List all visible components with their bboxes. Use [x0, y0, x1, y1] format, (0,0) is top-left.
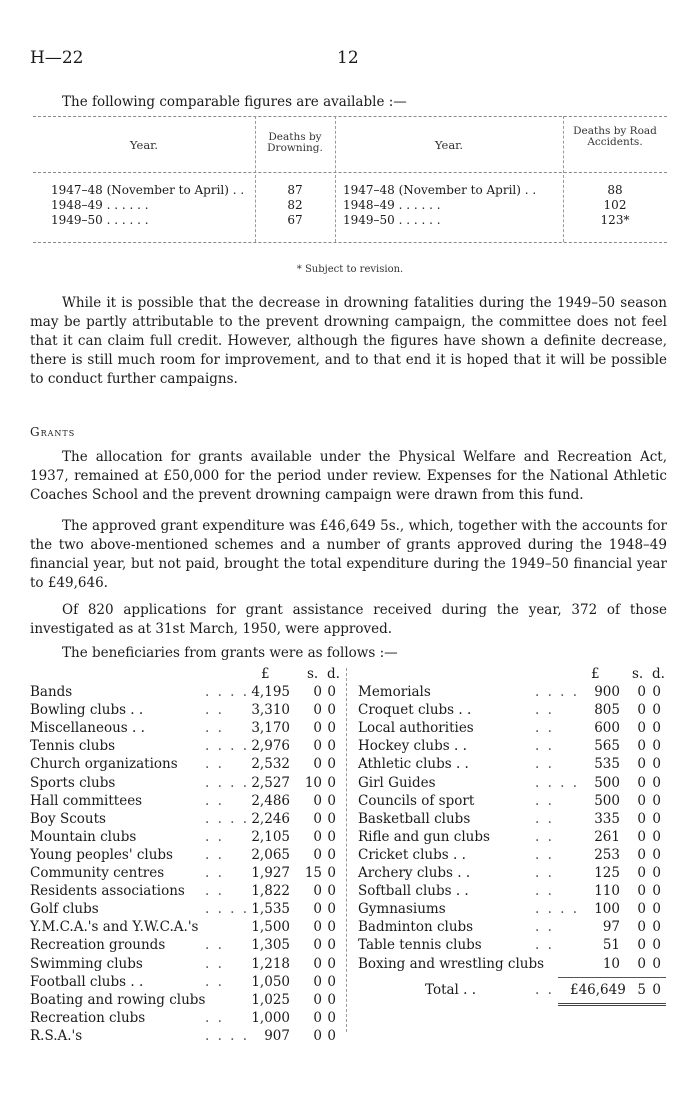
- amount-pence: 0: [652, 828, 661, 845]
- table-footnote: * Subject to revision.: [296, 264, 404, 275]
- amount-pounds: 2,486: [251, 792, 290, 809]
- amount-pounds: 51: [602, 937, 620, 954]
- paragraph-text: The beneficiaries from grants were as follows :—: [62, 645, 398, 661]
- currency-header-pence: d.: [652, 666, 665, 682]
- amount-pounds: 2,976: [251, 738, 290, 755]
- paragraph-text: While it is possible that the decrease in drowning fatalities during the 1949–50 season may be partly attributable to the prevent drowning campaign, the committee does not feel that it can claim full credit. However, although the figures have shown a definite decrease, there is still much room for improvement, and to that end it is hoped that it will be possible to conduct further campaigns.: [30, 295, 667, 387]
- leader-dots: . . . .: [205, 684, 250, 700]
- amount-shillings: 0: [313, 937, 322, 954]
- beneficiary-name: Girl Guides: [358, 774, 436, 791]
- amount-pence: 0: [327, 810, 336, 827]
- leader-dots: . .: [535, 702, 554, 719]
- leader-dots: . .: [205, 720, 224, 737]
- leader-dots: . .: [535, 792, 554, 809]
- amount-shillings: 0: [313, 1009, 322, 1026]
- leader-dots: . .: [535, 865, 554, 881]
- beneficiary-name: Councils of sport: [358, 792, 475, 809]
- amount-pounds: 335: [594, 810, 620, 827]
- amount-shillings: 0: [313, 702, 322, 719]
- amount-pence: 0: [327, 846, 336, 863]
- beneficiary-row: [30, 918, 670, 937]
- amount-pounds: 2,527: [251, 774, 290, 791]
- beneficiary-name: Gymnasiums: [358, 901, 446, 918]
- amount-pence: 0: [327, 973, 336, 990]
- amount-pence: 0: [327, 991, 336, 1008]
- leader-dots: . .: [205, 865, 224, 881]
- amount-pence: 0: [652, 901, 661, 918]
- amount-shillings: 0: [313, 973, 322, 990]
- leader-dots: . .: [535, 756, 554, 773]
- amount-pounds: 900: [594, 684, 620, 700]
- amount-pounds: 10: [602, 955, 620, 972]
- total-pounds: £46,649: [570, 981, 626, 998]
- amount-pence: 0: [327, 865, 336, 881]
- beneficiary-name: Recreation grounds: [30, 937, 166, 954]
- amount-pounds: 1,050: [251, 973, 290, 990]
- amount-pence: 0: [327, 901, 336, 918]
- total-rule: [558, 977, 666, 978]
- amount-pence: 0: [652, 919, 661, 936]
- beneficiary-row: [30, 810, 670, 829]
- amount-pounds: 1,500: [251, 919, 290, 936]
- amount-pounds: 2,065: [251, 846, 290, 863]
- currency-header-shillings: s.: [307, 666, 319, 682]
- leader-dots: . .: [535, 937, 554, 954]
- amount-pounds: 3,170: [251, 720, 290, 737]
- page-number: 12: [337, 48, 359, 68]
- paragraph-text: Of 820 applications for grant assistance received during the year, 372 of those investigated as at 31st March, 1950, were approved.: [30, 602, 667, 637]
- amount-pounds: 500: [594, 774, 620, 791]
- table-bottom-rule: [33, 242, 667, 243]
- amount-shillings: 0: [313, 846, 322, 863]
- comparison-table: [33, 116, 667, 256]
- amount-pence: 0: [327, 792, 336, 809]
- leader-dots: . .: [205, 883, 224, 900]
- table-cell-drowning: 67: [287, 213, 303, 227]
- amount-pence: 0: [327, 955, 336, 972]
- amount-pence: 0: [327, 937, 336, 954]
- amount-pence: 0: [327, 828, 336, 845]
- beneficiary-name: Community centres: [30, 865, 165, 881]
- comparison-intro: The following comparable figures are available :—: [62, 94, 407, 110]
- amount-pence: 0: [327, 702, 336, 719]
- amount-shillings: 0: [637, 955, 646, 972]
- beneficiary-row: [30, 1009, 670, 1028]
- amount-shillings: 0: [637, 702, 646, 719]
- amount-shillings: 0: [637, 810, 646, 827]
- beneficiary-row: [30, 936, 670, 955]
- beneficiary-name: Golf clubs: [30, 901, 99, 918]
- beneficiary-name: Sports clubs: [30, 774, 116, 791]
- amount-pence: 0: [652, 846, 661, 863]
- beneficiary-row: [30, 900, 670, 919]
- amount-shillings: 0: [313, 828, 322, 845]
- amount-shillings: 0: [637, 828, 646, 845]
- beneficiary-name: Table tennis clubs: [358, 937, 482, 954]
- amount-pounds: 535: [594, 756, 620, 773]
- amount-shillings: 15: [304, 865, 322, 881]
- currency-header-shillings: s.: [632, 666, 644, 682]
- beneficiary-row: [30, 828, 670, 847]
- amount-shillings: 0: [313, 720, 322, 737]
- paragraph-text: The allocation for grants available under the Physical Welfare and Recreation Act, 1937, remained at £50,000 for the period under review. Expenses for the National Athletic Coaches School and the prevent drowning campaign were drawn from this fund.: [30, 449, 667, 503]
- amount-pence: 0: [327, 883, 336, 900]
- beneficiary-name: Football clubs . .: [30, 973, 144, 990]
- amount-pence: 0: [652, 720, 661, 737]
- leader-dots: . . . .: [205, 738, 250, 755]
- amount-pence: 0: [652, 937, 661, 954]
- leader-dots: . .: [535, 883, 554, 900]
- amount-shillings: 0: [637, 901, 646, 918]
- grants-paragraph: [30, 517, 667, 593]
- amount-pence: 0: [652, 738, 661, 755]
- beneficiary-name: Athletic clubs . .: [358, 756, 469, 773]
- beneficiary-name: Boxing and wrestling clubs: [358, 955, 545, 972]
- table-cell-road: 123*: [600, 213, 630, 227]
- amount-pounds: 1,535: [251, 901, 290, 918]
- amount-shillings: 0: [637, 738, 646, 755]
- amount-pounds: 125: [594, 865, 620, 881]
- beneficiary-row: [30, 882, 670, 901]
- amount-pounds: 253: [594, 846, 620, 863]
- table-top-rule: [33, 116, 667, 117]
- amount-shillings: 0: [637, 792, 646, 809]
- amount-pence: 0: [652, 792, 661, 809]
- amount-shillings: 0: [637, 720, 646, 737]
- amount-shillings: 0: [313, 991, 322, 1008]
- amount-pence: 0: [652, 810, 661, 827]
- leader-dots: . .: [205, 973, 224, 990]
- leader-dots: . .: [205, 846, 224, 863]
- currency-header-pounds: £: [591, 666, 600, 682]
- beneficiary-row: [30, 792, 670, 811]
- beneficiary-name: Swimming clubs: [30, 955, 143, 972]
- amount-pence: 0: [652, 955, 661, 972]
- leader-dots: . .: [205, 702, 224, 719]
- amount-shillings: 0: [313, 792, 322, 809]
- beneficiary-name: Badminton clubs: [358, 919, 474, 936]
- amount-pence: 0: [327, 684, 336, 700]
- amount-pence: 0: [327, 720, 336, 737]
- amount-pounds: 1,000: [251, 1009, 290, 1026]
- amount-pounds: 1,218: [251, 955, 290, 972]
- beneficiary-name: Croquet clubs . .: [358, 702, 472, 719]
- amount-pounds: 3,310: [251, 702, 290, 719]
- table-cell-year: 1948–49 . . . . . .: [343, 198, 441, 212]
- leader-dots: . .: [535, 810, 554, 827]
- amount-pounds: 2,105: [251, 828, 290, 845]
- amount-pounds: 1,927: [251, 865, 290, 881]
- total-label: Total . .: [425, 981, 477, 998]
- amount-pounds: 500: [594, 792, 620, 809]
- amount-pounds: 1,025: [251, 991, 290, 1008]
- table-cell-year: 1949–50 . . . . . .: [51, 213, 149, 227]
- amount-pence: 0: [652, 865, 661, 881]
- amount-pence: 0: [652, 883, 661, 900]
- amount-pounds: 805: [594, 702, 620, 719]
- amount-shillings: 0: [637, 684, 646, 700]
- leader-dots: . . . .: [205, 901, 250, 918]
- amount-pounds: 97: [602, 919, 620, 936]
- amount-shillings: 0: [313, 919, 322, 936]
- grants-paragraph: [30, 644, 667, 663]
- amount-pounds: 565: [594, 738, 620, 755]
- amount-pence: 0: [327, 774, 336, 791]
- amount-shillings: 0: [313, 756, 322, 773]
- section-heading-grants: Grants: [30, 425, 76, 439]
- amount-shillings: 0: [637, 774, 646, 791]
- amount-shillings: 0: [313, 901, 322, 918]
- amount-pence: 0: [652, 774, 661, 791]
- beneficiary-row: [30, 755, 670, 774]
- currency-header-pounds: £: [261, 666, 270, 682]
- table-cell-road: 102: [603, 198, 627, 212]
- beneficiary-name: Miscellaneous . .: [30, 720, 145, 737]
- table-column-divider: [335, 116, 336, 242]
- beneficiary-name: Rifle and gun clubs: [358, 828, 490, 845]
- paragraph-text: The approved grant expenditure was £46,649 5s., which, together with the accounts for the two above-mentioned schemes and a number of grants approved during the 1948–49 financial year, but not paid, brought the total expenditure during the 1949–50 financial year to £49,646.: [30, 518, 667, 591]
- leader-dots: . .: [205, 955, 224, 972]
- total-shillings: 5: [637, 981, 646, 998]
- leader-dots: . .: [205, 828, 224, 845]
- beneficiaries-table: [30, 666, 670, 1046]
- amount-pounds: 907: [264, 1027, 290, 1044]
- leader-dots: . . . .: [535, 774, 580, 791]
- amount-pence: 0: [327, 738, 336, 755]
- beneficiary-name: Y.M.C.A.'s and Y.W.C.A.'s: [30, 919, 199, 936]
- beneficiary-row: [30, 846, 670, 865]
- amount-pence: 0: [327, 756, 336, 773]
- table-header-year: Year.: [434, 138, 464, 152]
- amount-pounds: 2,532: [251, 756, 290, 773]
- amount-shillings: 0: [313, 684, 322, 700]
- beneficiary-name: Bowling clubs . .: [30, 702, 144, 719]
- amount-pounds: 1,305: [251, 937, 290, 954]
- amount-shillings: 0: [313, 1027, 322, 1044]
- amount-pounds: 2,246: [251, 810, 290, 827]
- beneficiary-name: Memorials: [358, 684, 431, 700]
- table-header-road-accidents: Deaths by Road Accidents.: [573, 125, 657, 148]
- beneficiary-name: Church organizations: [30, 756, 178, 773]
- amount-shillings: 0: [313, 883, 322, 900]
- beneficiary-name: Residents associations: [30, 883, 185, 900]
- leader-dots: . . . .: [205, 810, 250, 827]
- amount-pence: 0: [327, 1027, 336, 1044]
- amount-pounds: 1,822: [251, 883, 290, 900]
- beneficiary-name: Recreation clubs: [30, 1009, 146, 1026]
- beneficiary-name: Softball clubs . .: [358, 883, 469, 900]
- leader-dots: . .: [205, 756, 224, 773]
- table-header-rule: [33, 172, 667, 173]
- grants-paragraph: [30, 448, 667, 505]
- table-cell-year: 1948–49 . . . . . .: [51, 198, 149, 212]
- currency-header-pence: d.: [327, 666, 340, 682]
- table-cell-year: 1947–48 (November to April) . .: [51, 183, 245, 197]
- beneficiary-name: Hall committees: [30, 792, 143, 809]
- beneficiary-name: Mountain clubs: [30, 828, 137, 845]
- amount-shillings: 0: [313, 955, 322, 972]
- table-cell-year: 1949–50 . . . . . .: [343, 213, 441, 227]
- table-cell-year: 1947–48 (November to April) . .: [343, 183, 537, 197]
- beneficiary-row: [30, 955, 670, 974]
- beneficiary-name: Basketball clubs: [358, 810, 471, 827]
- amount-shillings: 0: [313, 810, 322, 827]
- beneficiary-name: Boating and rowing clubs: [30, 991, 206, 1008]
- amount-pence: 0: [652, 684, 661, 700]
- beneficiary-row: [30, 737, 670, 756]
- leader-dots: . .: [535, 919, 554, 936]
- beneficiary-name: Hockey clubs . .: [358, 738, 467, 755]
- table-cell-road: 88: [607, 183, 623, 197]
- leader-dots: . .: [205, 1009, 224, 1026]
- grants-paragraph: [30, 601, 667, 639]
- amount-pence: 0: [327, 919, 336, 936]
- drowning-paragraph: [30, 294, 667, 389]
- beneficiary-name: R.S.A.'s: [30, 1027, 83, 1044]
- leader-dots: . .: [535, 720, 554, 737]
- table-cell-drowning: 82: [287, 198, 303, 212]
- beneficiary-name: Archery clubs . .: [358, 865, 471, 881]
- amount-pounds: 261: [594, 828, 620, 845]
- amount-shillings: 10: [304, 774, 322, 791]
- table-header-drowning: Deaths by Drowning.: [267, 131, 323, 154]
- total-double-rule: [558, 1003, 666, 1006]
- beneficiary-name: Bands: [30, 684, 73, 700]
- table-cell-drowning: 87: [287, 183, 303, 197]
- beneficiary-name: Cricket clubs . .: [358, 846, 466, 863]
- beneficiary-row: [30, 1027, 670, 1046]
- beneficiary-row: [30, 774, 670, 793]
- amount-pence: 0: [652, 756, 661, 773]
- amount-pounds: 600: [594, 720, 620, 737]
- amount-shillings: 0: [637, 865, 646, 881]
- leader-dots: . .: [535, 846, 554, 863]
- amount-pence: 0: [652, 702, 661, 719]
- leader-dots: . .: [205, 792, 224, 809]
- amount-shillings: 0: [313, 738, 322, 755]
- beneficiary-row: [30, 683, 670, 702]
- beneficiary-row: [30, 719, 670, 738]
- amount-shillings: 0: [637, 846, 646, 863]
- document-reference: H—22: [30, 48, 84, 68]
- beneficiary-name: Boy Scouts: [30, 810, 106, 827]
- total-pence: 0: [652, 981, 661, 998]
- beneficiary-row: [30, 701, 670, 720]
- leader-dots: . .: [535, 981, 554, 998]
- amount-shillings: 0: [637, 756, 646, 773]
- leader-dots: . .: [205, 937, 224, 954]
- table-header-year: Year.: [129, 138, 159, 152]
- amount-pounds: 4,195: [251, 684, 290, 700]
- leader-dots: . .: [535, 828, 554, 845]
- leader-dots: . .: [535, 738, 554, 755]
- beneficiary-row: [30, 864, 670, 883]
- amount-pence: 0: [327, 1009, 336, 1026]
- leader-dots: . . . .: [535, 684, 580, 700]
- total-row: [30, 981, 670, 1000]
- beneficiary-name: Tennis clubs: [30, 738, 116, 755]
- amount-pounds: 100: [594, 901, 620, 918]
- amount-shillings: 0: [637, 937, 646, 954]
- leader-dots: . . . .: [205, 774, 250, 791]
- amount-pounds: 110: [594, 883, 620, 900]
- leader-dots: . . . .: [535, 901, 580, 918]
- amount-shillings: 0: [637, 919, 646, 936]
- beneficiary-name: Local authorities: [358, 720, 474, 737]
- beneficiary-name: Young peoples' clubs: [30, 846, 173, 863]
- leader-dots: . . . .: [205, 1027, 250, 1044]
- amount-shillings: 0: [637, 883, 646, 900]
